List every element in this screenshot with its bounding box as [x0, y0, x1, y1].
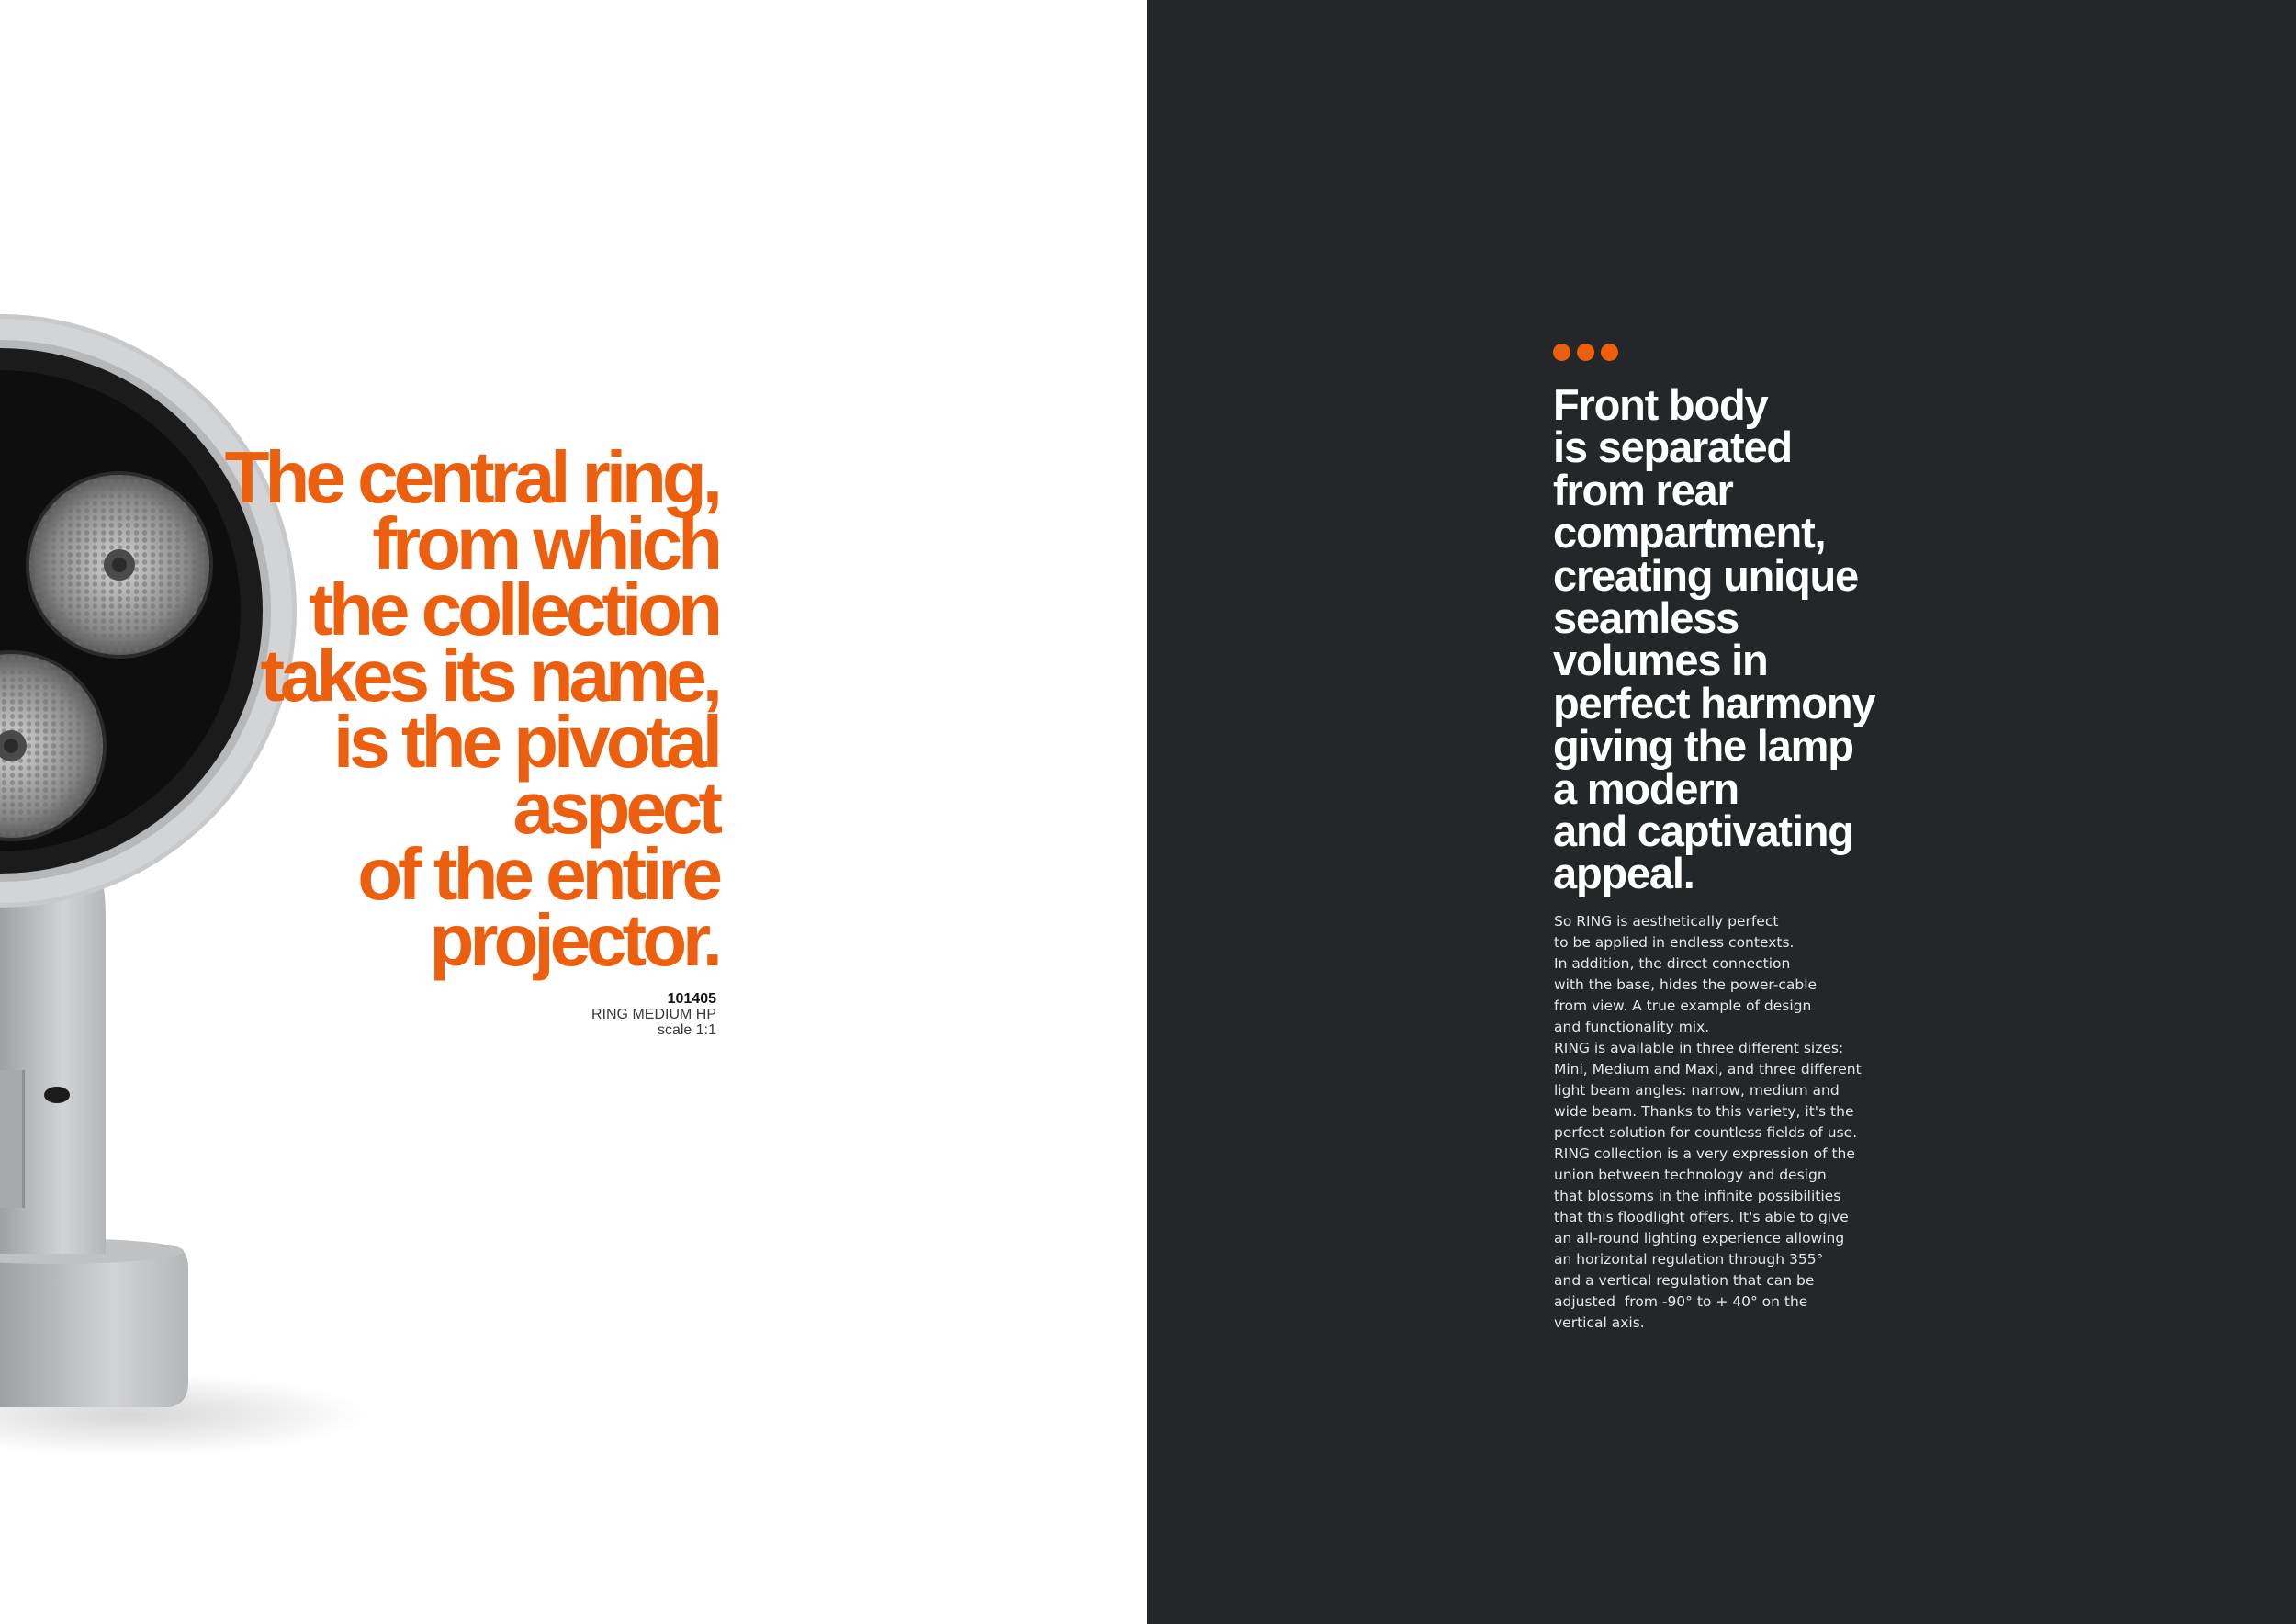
- headline-line: aspect: [512, 767, 718, 849]
- body-line: wide beam. Thanks to this variety, it's the: [1554, 1103, 1854, 1120]
- product-code: 101405: [667, 991, 716, 1007]
- subheadline-line: is separated: [1553, 423, 1792, 472]
- subheadline-line: Front body: [1553, 380, 1768, 429]
- body-line: an horizontal regulation through 355°: [1554, 1251, 1824, 1268]
- body-line: adjusted from -90° to + 40° on the: [1554, 1293, 1808, 1310]
- body-line: RING collection is a very expression of the: [1554, 1145, 1855, 1162]
- subheadline-line: seamless: [1553, 593, 1739, 643]
- subheadline-line: and captivating: [1553, 806, 1853, 856]
- body-line: and a vertical regulation that can be: [1554, 1272, 1815, 1289]
- product-name: RING MEDIUM HP: [591, 1007, 716, 1022]
- body-line: perfect solution for countless fields of use.: [1554, 1124, 1858, 1141]
- body-line: vertical axis.: [1554, 1314, 1645, 1331]
- dot-icon: [1553, 344, 1570, 361]
- headline: [130, 436, 718, 981]
- headline-line: is the pivotal: [333, 701, 718, 783]
- subheadline-line: from rear: [1553, 465, 1733, 514]
- headline-line: from which: [372, 502, 718, 584]
- body-line: an all-round lighting experience allowing: [1554, 1230, 1845, 1246]
- body-line: In addition, the direct connection: [1554, 955, 1791, 972]
- body-line: to be applied in endless contexts.: [1554, 934, 1795, 951]
- body-line: union between technology and design: [1554, 1167, 1827, 1183]
- headline-line: the collection: [309, 569, 718, 650]
- body-line: that this floodlight offers. It's able to give: [1554, 1209, 1849, 1225]
- subheadline-line: compartment,: [1553, 508, 1826, 558]
- body-line: light beam angles: narrow, medium and: [1554, 1082, 1840, 1099]
- headline-line: projector.: [429, 899, 718, 981]
- right-page: [1147, 0, 2296, 1624]
- body-line: that blossoms in the infinite possibilities: [1554, 1188, 1841, 1204]
- product-scale: scale 1:1: [657, 1022, 716, 1038]
- body-line: from view. A true example of design: [1554, 998, 1812, 1014]
- headline-line: of the entire: [357, 833, 718, 915]
- body-line: So RING is aesthetically perfect: [1554, 913, 1779, 930]
- subheadline: [1553, 380, 1875, 898]
- subheadline-line: a modern: [1553, 763, 1739, 813]
- subheadline-line: perfect harmony: [1553, 678, 1875, 727]
- body-line: Mini, Medium and Maxi, and three different: [1554, 1061, 1862, 1077]
- headline-line: The central ring,: [224, 436, 718, 518]
- dot-icon: [1601, 344, 1618, 361]
- subheadline-line: giving the lamp: [1553, 721, 1853, 771]
- left-page: [0, 0, 1147, 1624]
- product-caption: [591, 991, 716, 1038]
- headline-line: takes its name,: [260, 635, 718, 716]
- subheadline-line: volumes in: [1553, 636, 1768, 685]
- body-line: and functionality mix.: [1554, 1019, 1710, 1035]
- body-line: with the base, hides the power-cable: [1554, 976, 1818, 993]
- body-copy: [1554, 911, 1862, 1334]
- subheadline-line: creating unique: [1553, 550, 1858, 600]
- three-dots-ornament: [1553, 344, 1618, 361]
- dot-icon: [1577, 344, 1594, 361]
- body-line: RING is available in three different sizes:: [1554, 1040, 1844, 1056]
- subheadline-line: appeal.: [1553, 849, 1694, 898]
